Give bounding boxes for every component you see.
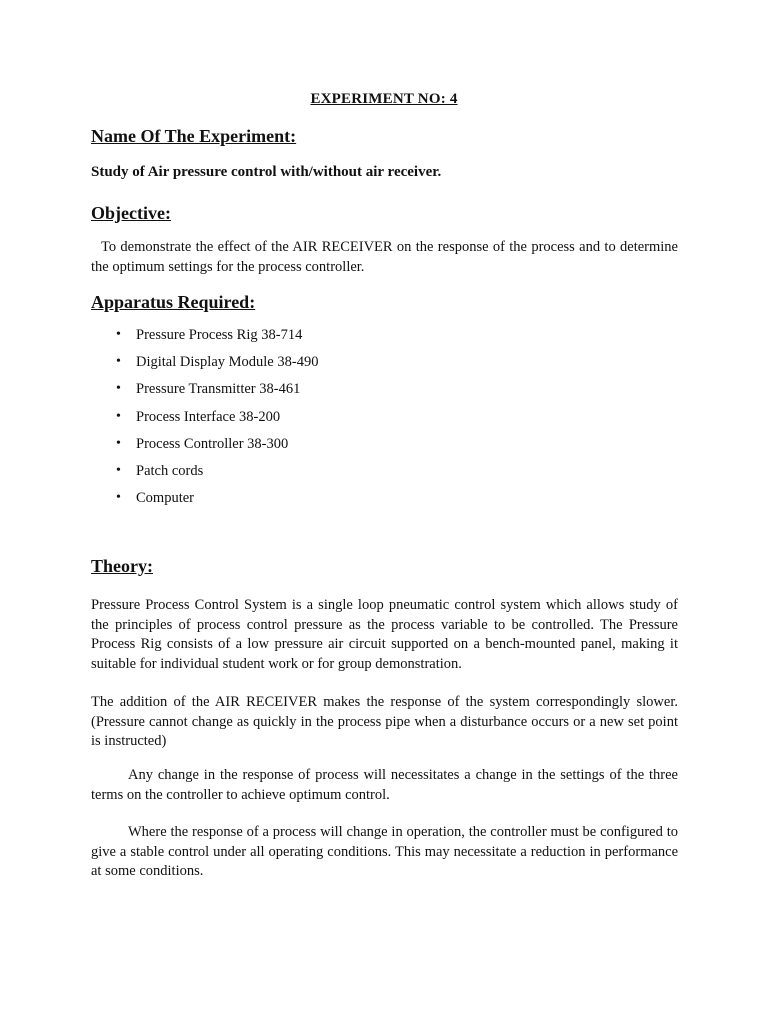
bullet-icon: • xyxy=(116,435,121,451)
apparatus-item: Pressure Transmitter 38-461 xyxy=(136,381,301,398)
theory-paragraph: The addition of the AIR RECEIVER makes the response of the system correspondingly slower. (Pressure cannot change as quickly in the process pipe when a disturbance occurs or a new set point is instructed) xyxy=(91,694,678,749)
apparatus-item: Computer xyxy=(136,490,194,507)
theory-heading: Theory: xyxy=(91,556,153,576)
list-item xyxy=(91,408,318,435)
bullet-icon: • xyxy=(116,327,121,342)
experiment-name: Study of Air pressure control with/without air receiver. xyxy=(91,164,442,180)
bullet-icon: • xyxy=(116,408,121,424)
apparatus-item: Pressure Process Rig 38-714 xyxy=(136,327,303,343)
list-item xyxy=(91,489,318,516)
bullet-icon: • xyxy=(116,381,121,397)
bullet-icon: • xyxy=(116,354,121,370)
theory-paragraph: Where the response of a process will change in operation, the controller must be configured to give a stable control under all operating conditions. This may necessitate a reduction in performance at some conditions. xyxy=(91,824,678,879)
apparatus-item: Process Controller 38-300 xyxy=(136,435,289,452)
list-item xyxy=(91,326,318,353)
apparatus-item: Process Interface 38-200 xyxy=(136,408,281,425)
bullet-icon: • xyxy=(116,462,121,478)
list-item xyxy=(91,380,318,407)
list-item xyxy=(91,462,318,489)
apparatus-list xyxy=(91,326,318,516)
apparatus-item: Digital Display Module 38-490 xyxy=(136,354,319,371)
theory-paragraph: Pressure Process Control System is a single loop pneumatic control system which allows study of the principles of process control pressure as the process variable to be controlled. The Pressure Process Rig consists of a low pressure air circuit supported on a bench-mounted panel, making it suitable for individual student work or for group demonstration. xyxy=(91,597,678,672)
objective-heading: Objective: xyxy=(91,203,171,223)
experiment-title: EXPERIMENT NO: 4 xyxy=(310,91,458,107)
apparatus-heading: Apparatus Required: xyxy=(91,292,256,312)
apparatus-item: Patch cords xyxy=(136,462,204,479)
list-item xyxy=(91,353,318,380)
objective-text: To demonstrate the effect of the AIR RECEIVER on the response of the process and to determine the optimum settings for the process controller. xyxy=(91,239,678,275)
theory-paragraph: Any change in the response of process will necessitates a change in the settings of the three terms on the controller to achieve optimum control. xyxy=(91,767,678,803)
list-item xyxy=(91,435,318,462)
name-heading: Name Of The Experiment: xyxy=(91,126,297,146)
bullet-icon: • xyxy=(116,490,121,506)
